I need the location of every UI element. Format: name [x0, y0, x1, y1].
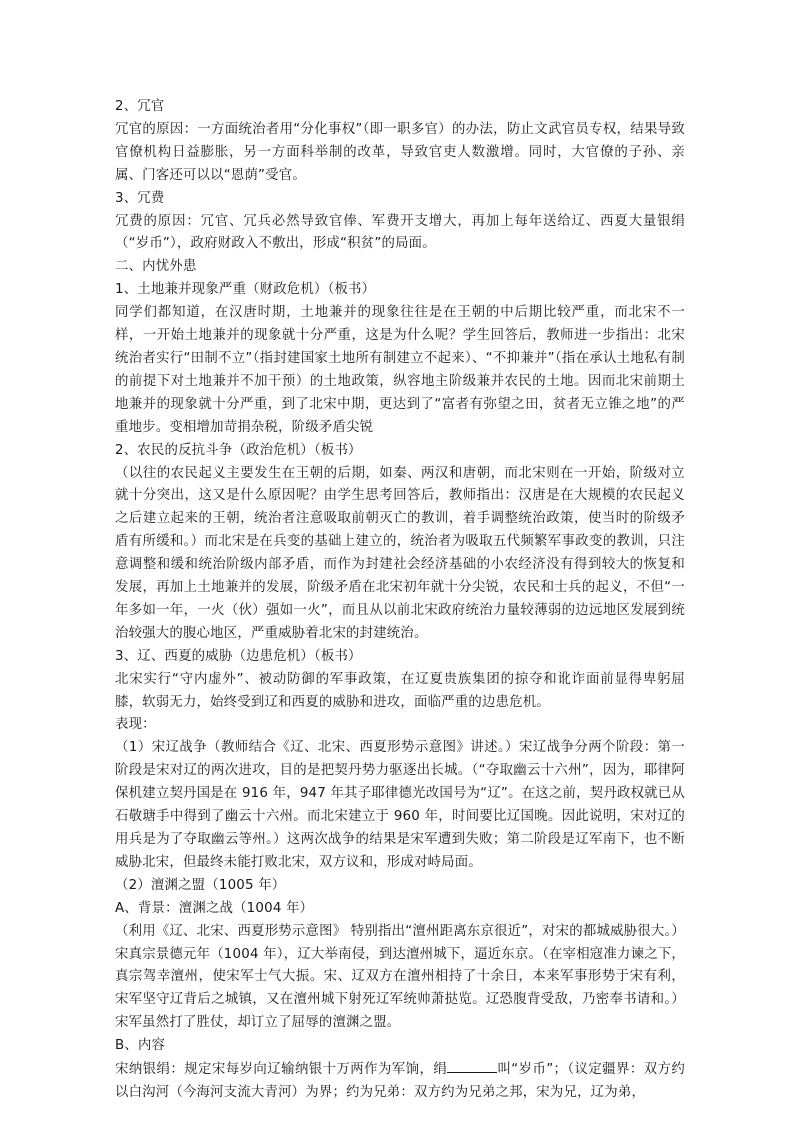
- heading-land-annexation: 1、土地兼并现象严重（财政危机）（板书）: [115, 282, 376, 298]
- heading-liao-xixia-threat: 3、辽、西夏的威胁（边患危机）（板书）: [115, 648, 362, 664]
- heading-internal-external: 二、内忧外患: [115, 259, 197, 275]
- heading-background: A、背景：澶渊之战（1004 年）: [115, 900, 314, 916]
- paragraph-redundant-expenses: 冗费的原因：冗官、冗兵必然导致官俸、军费开支增大，再加上每年送给辽、西夏大量银绢（“岁币”），政府财政入不敷出，形成“积贫”的局面。: [115, 213, 685, 252]
- text-before-blank: 宋纳银绢：规定宋每岁向辽输纳银十万两作为军饷，绢: [115, 1062, 448, 1078]
- text-after-blank: 叫“岁币”；（议定疆界：双方约以白沟河（今海河支流大青河）为界；约为兄弟：双方约为兄弟之邦，宋为兄，辽为弟，: [115, 1062, 685, 1100]
- label-manifestation: 表现：: [115, 717, 156, 733]
- paragraph-redundant-officials: 冗官的原因：一方面统治者用“分化事权”（即一职多官）的办法，防止文武官员专权，结果导致官僚机构日益膨胀，另一方面科举制的改革，导致官吏人数激增。同时，大官僚的子孙、亲属、门客还可以以“恩荫”受官。: [115, 121, 685, 183]
- paragraph-song-liao-war: （1）宋辽战争（教师结合《辽、北宋、西夏形势示意图》讲述。）宋辽战争分两个阶段：第一阶段是宋对辽的两次进攻，目的是把契丹势力驱逐出长城。（“夺取幽云十六州”，因为，耶律阿保机建立契丹国是在 916 年，947 年其子耶律德光改国号为“辽”。在这之前，契丹政权就已从石敬瑭手中得到了幽云十六州。而北宋建立于 960 年，时间要比辽国晚。因此说明，宋对辽的用兵是为了夺取幽云等州。）这两次战争的结果是宋军遭到失败；第二阶段是辽军南下，也不断威胁北宋，但最终未能打败北宋，双方议和，形成对峙局面。: [115, 740, 685, 870]
- paragraph-liao-xixia-threat: 北宋实行“守内虚外”、被动防御的军事政策，在辽夏贵族集团的掠夺和讹诈面前显得卑躬屈膝，软弱无力，始终受到辽和西夏的威胁和进攻，面临严重的边患危机。: [115, 671, 685, 710]
- heading-redundant-officials: 2、冗官: [115, 99, 165, 114]
- heading-content: B、内容: [115, 1038, 166, 1054]
- fill-in-blank: [447, 1058, 497, 1073]
- paragraph-background: （利用《辽、北宋、西夏形势示意图》 特别指出“澶州距离东京很近”，对宋的都城威胁很大。）宋真宗景德元年（1004 年），辽大举南侵，到达澶州城下，逼近东京。（在宰相寇准力谏之下，真宗驾幸澶州，使宋军士气大振。宋、辽双方在澶州相持了十余日，本来军事形势于宋有利，宋军坚守辽背后之城镇，又在澶州城下射死辽军统帅萧挞览。辽恐腹背受敌，乃密奉书请和。）宋军虽然打了胜仗，却订立了屈辱的澶渊之盟。: [115, 923, 685, 1031]
- document-body: [115, 96, 685, 1105]
- paragraph-treaty-content: [115, 1058, 685, 1105]
- paragraph-land-annexation: 同学们都知道，在汉唐时期，土地兼并的现象往往是在王朝的中后期比较严重，而北宋不一样，一开始土地兼并的现象就十分严重，这是为什么呢？学生回答后，教师进一步指出：北宋统治者实行“田制不立”（指封建国家土地所有制建立不起来）、“不抑兼并”（指在承认土地私有制的前提下对土地兼并不加干预）的土地政策，纵容地主阶级兼并农民的土地。因而北宋前期土地兼并的现象就十分严重，到了北宋中期，更达到了“富者有弥望之田，贫者无立锥之地”的严重地步。变相增加苛捐杂税，阶级矛盾尖锐: [115, 305, 685, 435]
- heading-redundant-expenses: 3、冗费: [115, 190, 165, 206]
- heading-peasant-revolt: 2、农民的反抗斗争（政治危机）（板书）: [115, 442, 362, 458]
- heading-chanyuan-treaty: （2）澶渊之盟（1005 年）: [115, 877, 286, 893]
- paragraph-peasant-revolt: （以往的农民起义主要发生在王朝的后期，如秦、两汉和唐朝，而北宋则在一开始，阶级对立就十分突出，这又是什么原因呢？由学生思考回答后，教师指出：汉唐是在大规模的农民起义之后建立起来的王朝，统治者注意吸取前朝灭亡的教训，着手调整统治政策，使当时的阶级矛盾有所缓和。）而北宋是在兵变的基础上建立的，统治者为吸取五代频繁军事政变的教训，只注意调整和缓和统治阶级内部矛盾，而作为封建社会经济基础的小农经济没有得到较大的恢复和发展，再加上土地兼并的发展，阶级矛盾在北宋初年就十分尖锐，农民和士兵的起义，不但“一年多如一年，一火（伙）强如一火”，而且从以前北宋政府统治力量较薄弱的边远地区发展到统治较强大的腹心地区，严重威胁着北宋的封建统治。: [115, 465, 685, 641]
